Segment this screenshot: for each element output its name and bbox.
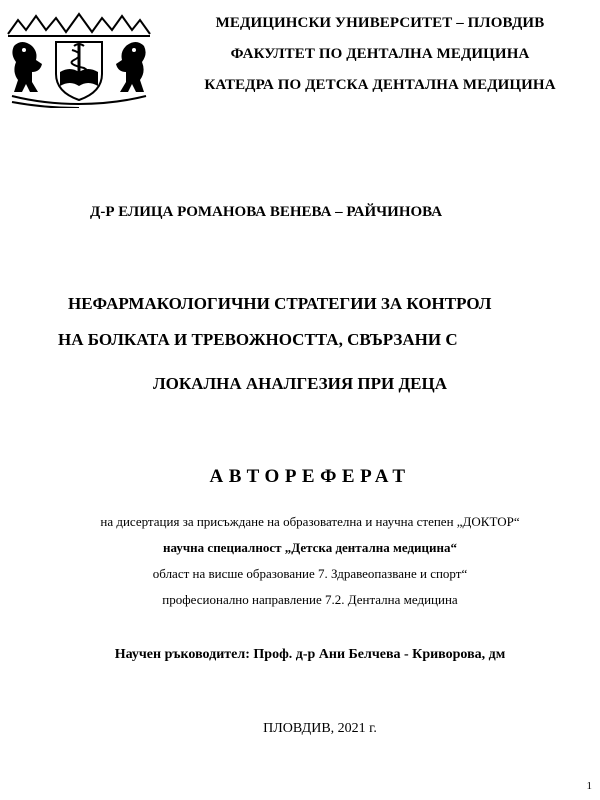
city-year: ПЛОВДИВ, 2021 г.	[263, 721, 377, 736]
supervisor: Научен ръководител: Проф. д-р Ани Белчева - Криворова, дм	[114, 647, 506, 662]
title-line-2: НА БОЛКАТА И ТРЕВОЖНОСТТА, СВЪРЗАНИ С	[58, 330, 458, 349]
description-specialty: научна специалност „Детска дентална медицина“	[163, 540, 457, 555]
title-line-1: НЕФАРМАКОЛОГИЧНИ СТРАТЕГИИ ЗА КОНТРОЛ	[68, 294, 492, 313]
description-direction: професионално направление 7.2. Дентална медицина	[162, 592, 458, 607]
page-number: 1	[586, 780, 592, 792]
university-crest-icon	[4, 12, 154, 108]
description-line-1: на дисертация за присъждане на образователна и научна степен „ДОКТОР“	[100, 514, 520, 529]
title-line-3: ЛОКАЛНА АНАЛГЕЗИЯ ПРИ ДЕЦА	[152, 374, 448, 393]
header-department: КАТЕДРА ПО ДЕТСКА ДЕНТАЛНА МЕДИЦИНА	[204, 77, 556, 93]
author-name: Д-Р ЕЛИЦА РОМАНОВА ВЕНЕВА – РАЙЧИНОВА	[90, 204, 443, 220]
document-type: АВТОРЕФЕРАТ	[209, 466, 411, 487]
header-faculty: ФАКУЛТЕТ ПО ДЕНТАЛНА МЕДИЦИНА	[230, 46, 530, 62]
header-university: МЕДИЦИНСКИ УНИВЕРСИТЕТ – ПЛОВДИВ	[215, 15, 545, 31]
description-field: област на висше образование 7. Здравеопазване и спорт“	[152, 566, 468, 581]
